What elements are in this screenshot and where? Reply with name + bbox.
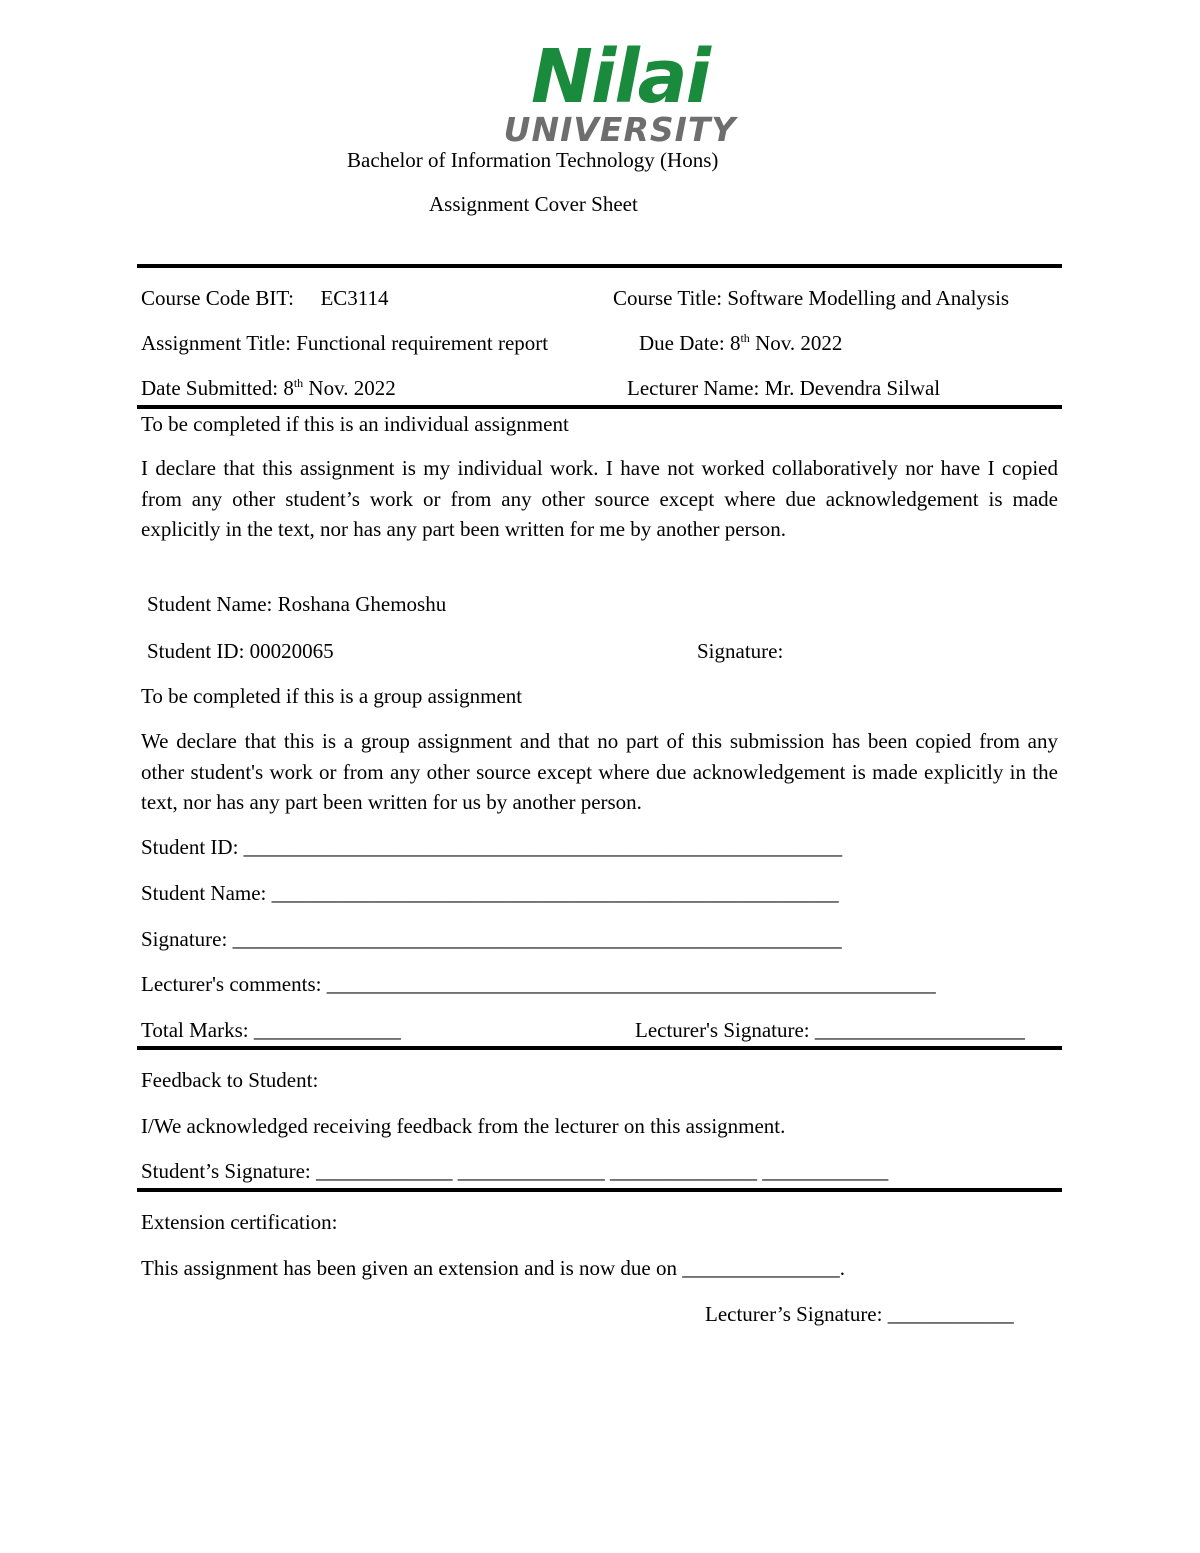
extension-lecturer-signature: Lecturer’s Signature: ____________ [705, 1302, 1014, 1326]
student-name: Student Name: Roshana Ghemoshu [147, 592, 447, 616]
logo-subtext: UNIVERSITY [503, 110, 737, 149]
feedback-rule [137, 1188, 1062, 1192]
lecturer-name: Lecturer Name: Mr. Devendra Silwal [627, 376, 941, 400]
group-student-id: Student ID: _________________________________________________________ [141, 835, 843, 859]
individual-heading: To be completed if this is an individual assignment [141, 412, 569, 436]
feedback-ack: I/We acknowledged receiving feedback from the lecturer on this assignment. [141, 1114, 786, 1138]
date-submitted [141, 378, 396, 399]
group-heading: To be completed if this is a group assignment [141, 684, 523, 708]
due-date-sup: th [740, 331, 750, 345]
program-name: Bachelor of Information Technology (Hons) [347, 148, 719, 172]
course-code-label: Course Code BIT: [141, 286, 294, 310]
extension-text: This assignment has been given an extension and is now due on _______________. [141, 1256, 845, 1280]
course-rule [137, 405, 1062, 409]
group-declaration: We declare that this is a group assignment and that no part of this submission has been copied from any other student's work or from any other source except where due acknowledgement is made explicitly in the text, nor has any part been written for us by another person. [141, 729, 1058, 814]
total-marks: Total Marks: ______________ [141, 1018, 401, 1042]
course-title: Course Title: Software Modelling and Analysis [613, 286, 1010, 310]
due-date [639, 333, 842, 354]
student-id: Student ID: 00020065 [147, 639, 334, 663]
feedback-heading: Feedback to Student: [141, 1068, 319, 1092]
date-submitted-suffix: Nov. 2022 [303, 376, 396, 400]
marks-rule [137, 1046, 1062, 1050]
assignment-title: Assignment Title: Functional requirement report [141, 331, 549, 355]
group-student-name: Student Name: ______________________________________________________ [141, 881, 839, 905]
group-signature: Signature: __________________________________________________________ [141, 927, 842, 951]
course-code-value: EC3114 [320, 286, 389, 310]
university-logo [500, 34, 740, 149]
signature-label: Signature: [697, 639, 784, 663]
extension-heading: Extension certification: [141, 1210, 338, 1234]
course-code [141, 288, 389, 309]
individual-declaration: I declare that this assignment is my individual work. I have not worked collaboratively nor have I copied from any other student’s work or from any other source except where due acknowledgement is made explicitly in the text, nor has any part been written for me by another person. [141, 456, 1058, 541]
logo-wordmark: Nilai [531, 34, 709, 120]
lecturer-comments: Lecturer's comments: __________________________________________________________ [141, 972, 936, 996]
top-rule [137, 264, 1062, 268]
date-submitted-sup: th [293, 376, 304, 390]
feedback-student-signature: Student’s Signature: _____________ ______________ ______________ ____________ [141, 1159, 889, 1183]
due-date-prefix: Due Date: 8 [639, 331, 741, 355]
due-date-suffix: Nov. 2022 [749, 331, 843, 355]
lecturer-signature: Lecturer's Signature: ____________________ [635, 1018, 1025, 1042]
sheet-title: Assignment Cover Sheet [429, 192, 638, 216]
date-submitted-prefix: Date Submitted: 8 [141, 376, 294, 400]
